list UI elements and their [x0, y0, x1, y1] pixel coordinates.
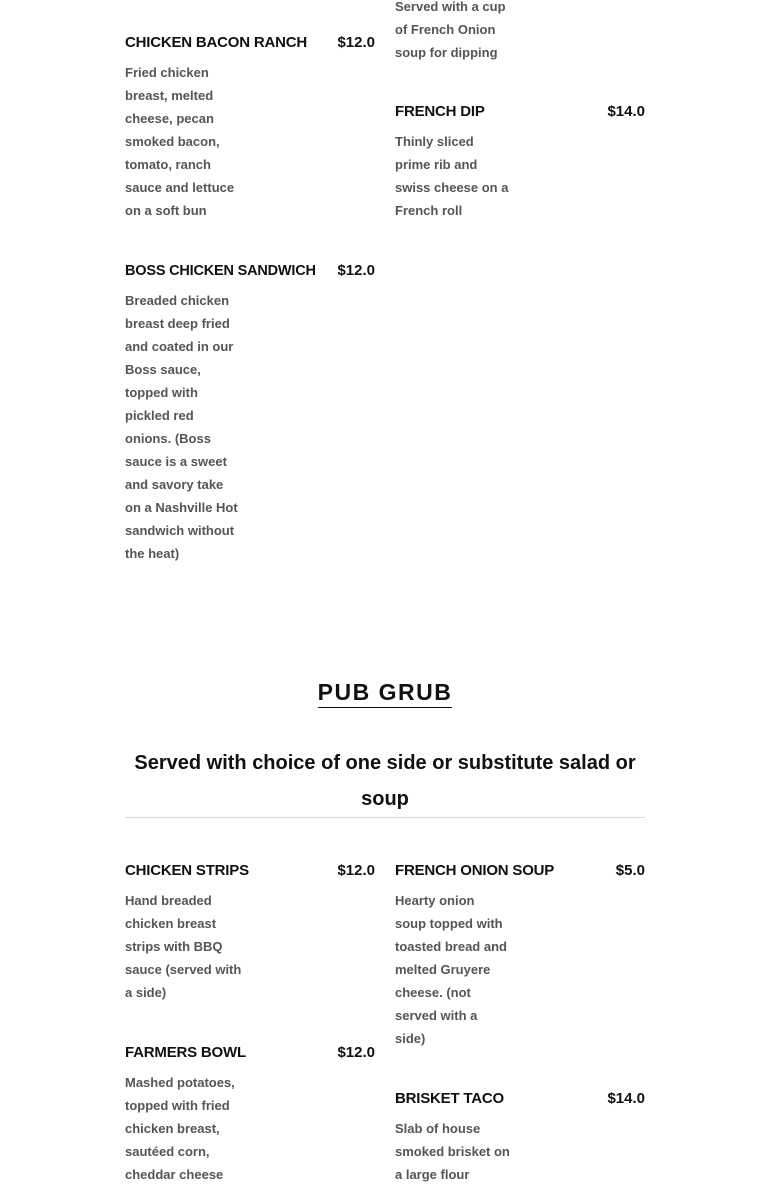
menu-item-brisket-taco: [395, 1090, 645, 1186]
desc-line: pickled red: [125, 408, 194, 423]
desc-line: onions. (Boss: [125, 431, 211, 446]
desc-line: topped with fried: [125, 1098, 230, 1113]
menu-item-name: BRISKET TACO: [395, 1090, 504, 1107]
menu-item-farmers-bowl: [125, 1044, 375, 1186]
section-title-text: PUB GRUB: [318, 677, 453, 708]
section-subtitle: Served with choice of one side or substitute salad or soup: [134, 752, 636, 810]
desc-line: a side): [125, 985, 167, 1000]
menu-item-price: $12.0: [337, 34, 375, 51]
desc-line: Fried chicken: [125, 65, 209, 80]
menu-item-french-onion-dip-continued: [395, 0, 645, 64]
desc-line: Served with a cup: [395, 0, 506, 14]
desc-line: melted Gruyere: [395, 962, 491, 977]
desc-line: Hearty onion: [395, 893, 475, 908]
desc-line: breast deep fried: [125, 316, 230, 331]
desc-line: toasted bread and: [395, 939, 507, 954]
desc-line: Hand breaded: [125, 893, 212, 908]
desc-line: and savory take: [125, 477, 224, 492]
menu-item-header: [395, 1090, 645, 1114]
desc-line: topped with: [125, 385, 198, 400]
menu-item-header: [125, 1044, 375, 1068]
desc-line: smoked brisket on: [395, 1144, 510, 1159]
menu-item-price: $12.0: [337, 262, 375, 279]
desc-line: Slab of house: [395, 1121, 481, 1136]
menu-item-description: [125, 1071, 375, 1186]
desc-line: a large flour: [395, 1167, 470, 1182]
desc-line: cheddar cheese: [125, 1167, 224, 1182]
menu-item-name: BOSS CHICKEN SANDWICH: [125, 263, 316, 279]
menu-item-name: FARMERS BOWL: [125, 1044, 246, 1061]
menu-item-header: [395, 103, 645, 127]
menu-item-name: FRENCH ONION SOUP: [395, 862, 555, 879]
menu-item-price: $12.0: [337, 862, 375, 879]
menu-item-price: $14.0: [607, 1090, 645, 1107]
desc-line: served with a: [395, 1008, 478, 1023]
desc-line: and coated in our: [125, 339, 234, 354]
menu-item-french-dip: [395, 103, 645, 222]
menu-item-header: [125, 862, 375, 886]
desc-line: prime rib and: [395, 157, 478, 172]
menu-item-name: CHICKEN BACON RANCH: [125, 34, 308, 51]
desc-line: sauce (served with: [125, 962, 242, 977]
desc-line: of French Onion: [395, 22, 496, 37]
menu-item-header: [125, 262, 375, 286]
menu-item-chicken-strips: [125, 862, 375, 1004]
desc-line: breast, melted: [125, 88, 214, 103]
desc-line: cheese. (not: [395, 985, 471, 1000]
menu-item-name: FRENCH DIP: [395, 103, 485, 120]
desc-line: Breaded chicken: [125, 293, 230, 308]
desc-line: the heat): [125, 546, 180, 561]
menu-item-description: [125, 61, 375, 222]
menu-item-description: [395, 1117, 645, 1186]
desc-line: Boss sauce,: [125, 362, 201, 377]
desc-line: French roll: [395, 203, 463, 218]
desc-line: cheese, pecan: [125, 111, 214, 126]
desc-line: Thinly sliced: [395, 134, 474, 149]
desc-line: sautéed corn,: [125, 1144, 210, 1159]
menu-item-price: $14.0: [607, 103, 645, 120]
desc-line: sauce is a sweet: [125, 454, 227, 469]
menu-item-description: [395, 0, 645, 64]
menu-item-french-onion-soup: [395, 862, 645, 1050]
menu-item-description: [395, 889, 645, 1050]
desc-line: chicken breast: [125, 916, 217, 931]
section-title-pub-grub: [0, 677, 770, 708]
desc-line: sauce and lettuce: [125, 180, 235, 195]
desc-line: tomato, ranch: [125, 157, 211, 172]
desc-line: soup for dipping: [395, 45, 498, 60]
desc-line: strips with BBQ: [125, 939, 223, 954]
desc-line: soup topped with: [395, 916, 503, 931]
desc-line: on a soft bun: [125, 203, 207, 218]
menu-item-price: $12.0: [337, 1044, 375, 1061]
section-divider: [125, 817, 645, 818]
desc-line: side): [395, 1031, 426, 1046]
desc-line: Mashed potatoes,: [125, 1075, 235, 1090]
menu-item-name: CHICKEN STRIPS: [125, 862, 249, 879]
menu-item-description: [395, 130, 645, 222]
desc-line: on a Nashville Hot: [125, 500, 238, 515]
desc-line: sandwich without: [125, 523, 235, 538]
menu-item-description: [125, 889, 375, 1004]
menu-item-header: [395, 862, 645, 886]
menu-item-chicken-bacon-ranch: [125, 34, 375, 222]
menu-item-header: [125, 34, 375, 58]
desc-line: swiss cheese on a: [395, 180, 509, 195]
desc-line: chicken breast,: [125, 1121, 220, 1136]
menu-item-description: [125, 289, 375, 565]
menu-item-price: $5.0: [615, 862, 645, 879]
desc-line: smoked bacon,: [125, 134, 220, 149]
menu-item-boss-chicken-sandwich: [125, 262, 375, 565]
